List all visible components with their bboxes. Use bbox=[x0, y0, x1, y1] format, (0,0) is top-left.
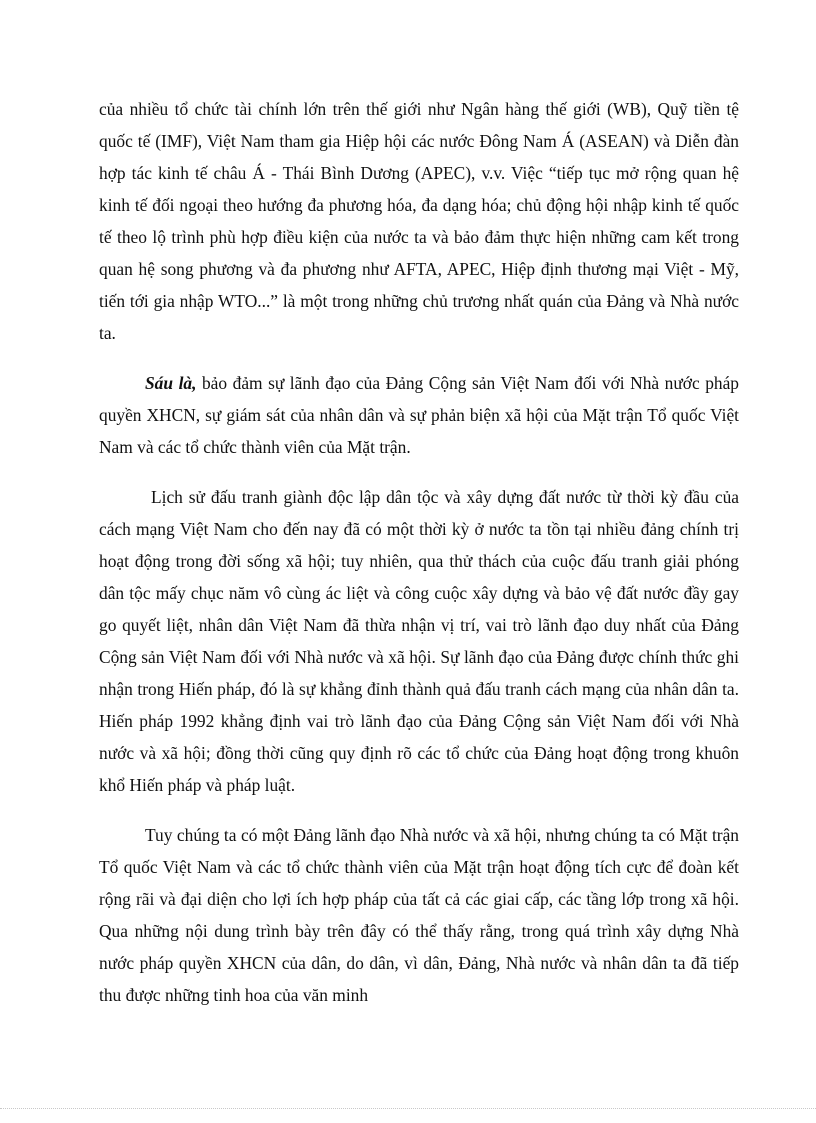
paragraph-3 bbox=[99, 481, 739, 801]
document-body bbox=[99, 93, 739, 1011]
paragraph-2-text: bảo đảm sự lãnh đạo của Đảng Cộng sản Việt Nam đối với Nhà nước pháp quyền XHCN, sự giám sát của nhân dân và sự phản biện xã hội của Mặt trận Tổ quốc Việt Nam và các tổ chức thành viên của Mặt trận. bbox=[99, 373, 740, 457]
paragraph-4 bbox=[99, 819, 739, 1011]
paragraph-1-text: của nhiều tổ chức tài chính lớn trên thế giới như Ngân hàng thế giới (WB), Quỹ tiền tệ quốc tế (IMF), Việt Nam tham gia Hiệp hội các nước Đông Nam Á (ASEAN) và Diễn đàn hợp tác kinh tế châu Á - Thái Bình Dương (APEC), v.v. Việc “tiếp tục mở rộng quan hệ kinh tế đối ngoại theo hướng đa phương hóa, đa dạng hóa; chủ động hội nhập kinh tế quốc tế theo lộ trình phù hợp điều kiện của nước ta và bảo đảm thực hiện những cam kết trong quan hệ song phương và đa phương như AFTA, APEC, Hiệp định thương mại Việt - Mỹ, tiến tới gia nhập WTO...” là một trong những chủ trương nhất quán của Đảng và Nhà nước ta. bbox=[99, 99, 739, 343]
paragraph-1 bbox=[99, 93, 739, 349]
paragraph-2 bbox=[99, 367, 739, 463]
paragraph-3-text: Lịch sử đấu tranh giành độc lập dân tộc và xây dựng đất nước từ thời kỳ đầu của cách mạng Việt Nam cho đến nay đã có một thời kỳ ở nước ta tồn tại nhiều đảng chính trị hoạt động trong đời sống xã hội; tuy nhiên, qua thử thách của cuộc đấu tranh giải phóng dân tộc mấy chục năm vô cùng ác liệt và công cuộc xây dựng và bảo vệ đất nước đầy gay go quyết liệt, nhân dân Việt Nam đã thừa nhận vị trí, vai trò lãnh đạo duy nhất của Đảng Cộng sản Việt Nam đối với Nhà nước và xã hội. Sự lãnh đạo của Đảng được chính thức ghi nhận trong Hiến pháp, đó là sự khẳng đỉnh thành quả đấu tranh cách mạng của nhân dân ta. Hiến pháp 1992 khẳng định vai trò lãnh đạo của Đảng Cộng sản Việt Nam đối với Nhà nước và xã hội; đồng thời cũng quy định rõ các tổ chức của Đảng hoạt động trong khuôn khổ Hiến pháp và pháp luật. bbox=[99, 487, 739, 795]
page-bottom-divider bbox=[0, 1108, 816, 1109]
paragraph-4-text: Tuy chúng ta có một Đảng lãnh đạo Nhà nước và xã hội, nhưng chúng ta có Mặt trận Tổ quốc Việt Nam và các tổ chức thành viên của Mặt trận hoạt động tích cực để đoàn kết rộng rãi và đại diện cho lợi ích hợp pháp của tất cả các giai cấp, các tầng lớp trong xã hội. Qua những nội dung trình bày trên đây có thể thấy rằng, trong quá trình xây dựng Nhà nước pháp quyền XHCN của dân, do dân, vì dân, Đảng, Nhà nước và nhân dân ta đã tiếp thu được những tinh hoa của văn minh bbox=[99, 825, 739, 1005]
paragraph-2-lead: Sáu là, bbox=[145, 373, 197, 393]
